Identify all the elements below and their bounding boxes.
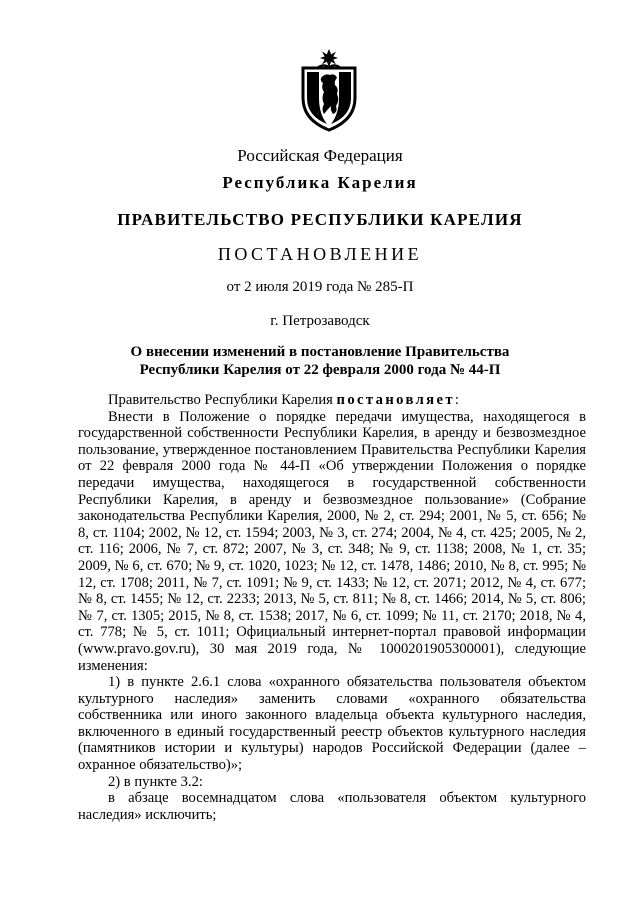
item-1-paragraph: 1) в пункте 2.6.1 слова «охранного обязательства пользователя объектом культурного наследия» заменить словами «охранного обязательства собственника или иного законного владельца объекта культурного наследия, включенного в единый государственный реестр объектов культурного наследия (памятников истории и культуры) народов Российской Федерации (далее – охранное обязательство)»; <box>78 674 586 774</box>
republic-name: Республика Карелия <box>222 173 418 192</box>
karelia-coat-of-arms-icon <box>297 48 361 132</box>
main-paragraph: Внести в Положение о порядке передачи имущества, находящегося в государственной собственности Республики Карелия, в аренду и безвозмездное пользование, утвержденное постановлением Правительства Республики Карелия от 22 февраля 2000 года № 44-П «Об утверждении Положения о порядке передачи имущества, находящегося в государственной собственности Республики Карелия, в аренду и безвозмездное пользование» (Собрание законодательства Республики Карелия, 2000, № 2, ст. 294; 2001, № 5, ст. 656; № 8, ст. 1104; 2002, № 12, ст. 1594; 2003, № 3, ст. 274; 2004, № 4, ст. 425; 2005, № 2, ст. 116; 2006, № 7, ст. 872; 2007, № 3, ст. 348; № 9, ст. 1138; 2008, № 1, ст. 35; 2009, № 6, ст. 670; № 9, ст. 1020, 1023; № 12, ст. 1478, 1486; 2010, № 8, ст. 995; № 12, ст. 1708; 2011, № 7, ст. 1091; № 9, ст. 1433; № 12, ст. 2071; 2012, № 4, ст. 677; № 8, ст. 1455; № 12, ст. 2233; 2013, № 5, ст. 811; № 8, ст. 1466; 2014, № 5, ст. 806; № 7, ст. 1305; 2015, № 8, ст. 1538; 2017, № 6, ст. 1099; № 11, ст. 2170; 2018, № 4, ст. 778; № 5, ст. 1011; Официальный интернет-портал правовой информации (www.pravo.gov.ru), 30 мая 2019 года, № 1000201905300001), следующие изменения: <box>78 408 586 674</box>
decree-keyword: постановляет <box>336 392 455 408</box>
subject-line-1: О внесении изменений в постановление Правительства <box>130 344 510 360</box>
intro-prefix: Правительство Республики Карелия <box>108 392 337 408</box>
item-2-subparagraph: в абзаце восемнадцатом слова «пользователя объектом культурного наследия» исключить; <box>78 790 586 823</box>
document-subject <box>0 343 640 379</box>
intro-paragraph <box>78 392 586 409</box>
intro-suffix: : <box>454 392 459 408</box>
city-name: г. Петрозаводск <box>270 313 370 329</box>
document-body <box>78 392 586 823</box>
country-name: Российская Федерация <box>237 146 403 165</box>
item-2-paragraph: 2) в пункте 3.2: <box>108 773 203 790</box>
document-type: ПОСТАНОВЛЕНИЕ <box>217 244 423 264</box>
date-number-line: от 2 июля 2019 года № 285-П <box>226 279 414 295</box>
subject-line-2: Республики Карелия от 22 февраля 2000 года № 44-П <box>139 362 501 378</box>
government-title: ПРАВИТЕЛЬСТВО РЕСПУБЛИКИ КАРЕЛИЯ <box>117 210 523 229</box>
